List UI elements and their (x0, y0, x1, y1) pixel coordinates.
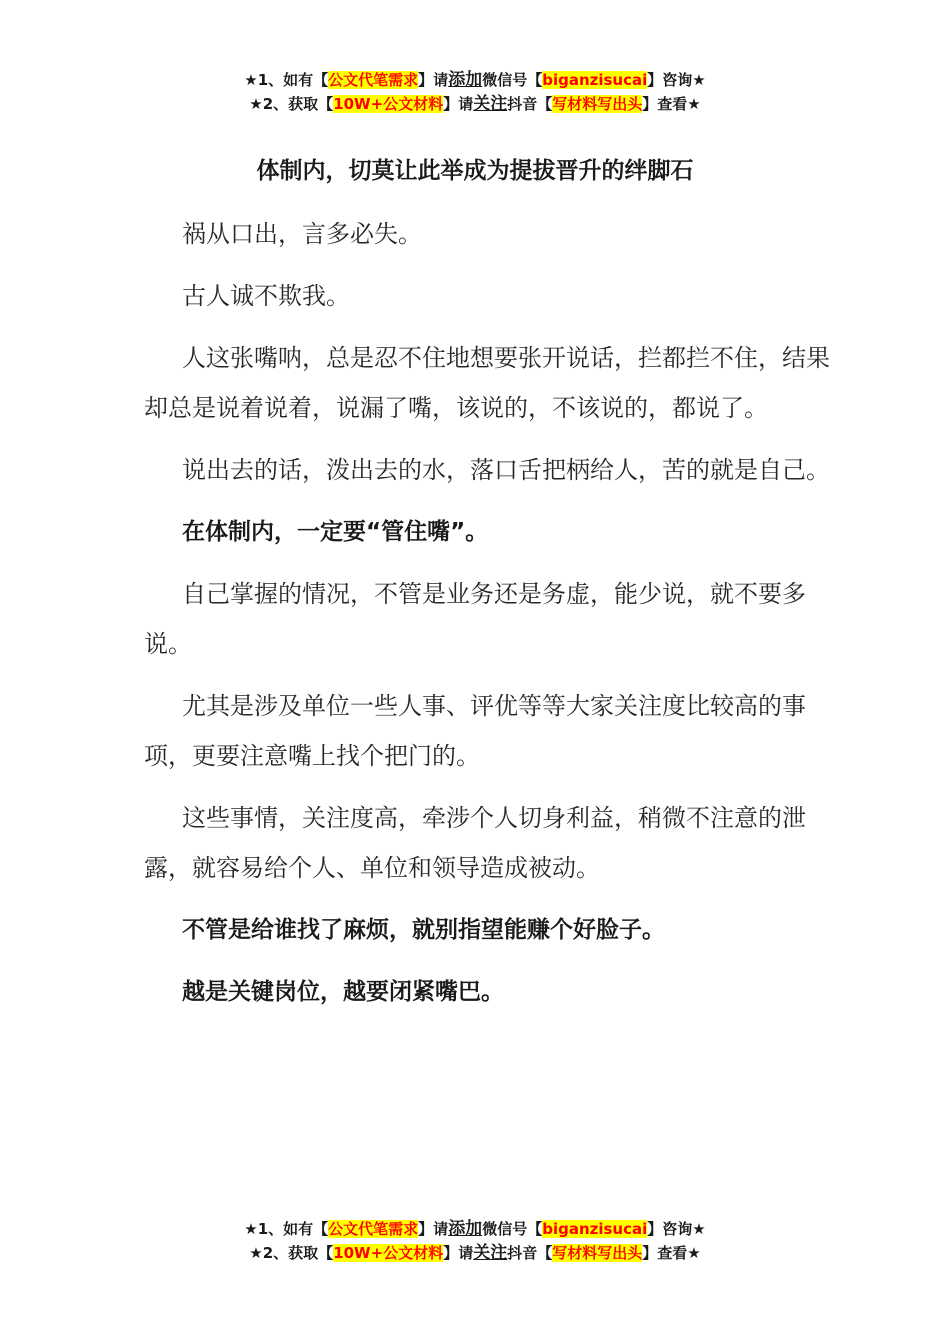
promo-line-2 (0, 1241, 950, 1265)
paragraph: 自己掌握的情况，不管是业务还是务虚，能少说，就不要多说。 (144, 580, 806, 658)
promo-text: 】请 (418, 1220, 449, 1238)
paragraph: 祸从口出，言多必失。 (182, 220, 422, 248)
promo-text: ★1、如有【 (244, 71, 329, 89)
promo-highlight-wechat-id: biganzisucai (542, 1220, 648, 1238)
promo-underline-follow: 关注 (473, 1243, 508, 1263)
paragraph-bold: 在体制内，一定要“管住嘴”。 (182, 519, 489, 545)
promo-text: 微信号【 (482, 1220, 543, 1238)
promo-text: 】查看★ (642, 95, 701, 113)
promo-text: 抖音【 (507, 95, 553, 113)
promo-text: ★1、如有【 (244, 1220, 329, 1238)
promo-highlight-douyin: 写材料写出头 (552, 95, 643, 113)
promo-text: 】咨询★ (647, 1220, 706, 1238)
promo-line-2 (0, 92, 950, 116)
promo-text: 】查看★ (642, 1244, 701, 1262)
promo-text: 】请 (418, 71, 449, 89)
paragraph: 古人诚不欺我。 (182, 282, 350, 310)
promo-footer (0, 1217, 950, 1265)
promo-underline-add: 添加 (448, 1219, 483, 1239)
promo-highlight-service: 公文代笔需求 (328, 71, 419, 89)
promo-line-1 (0, 1217, 950, 1241)
paragraph: 人这张嘴呐，总是忍不住地想要张开说话，拦都拦不住，结果却总是说着说着，说漏了嘴，该说的，不该说的，都说了。 (144, 344, 830, 422)
promo-text: 】咨询★ (647, 71, 706, 89)
paragraph: 尤其是涉及单位一些人事、评优等等大家关注度比较高的事项，更要注意嘴上找个把门的。 (144, 692, 806, 770)
promo-text: 抖音【 (507, 1244, 553, 1262)
promo-highlight-materials: 10W+公文材料 (333, 95, 444, 113)
promo-text: 微信号【 (482, 71, 543, 89)
promo-text: 】请 (443, 95, 474, 113)
paragraph-bold: 不管是给谁找了麻烦，就别指望能赚个好脸子。 (182, 917, 665, 943)
paragraph: 这些事情，关注度高，牵涉个人切身利益，稍微不注意的泄露，就容易给个人、单位和领导造成被动。 (144, 804, 806, 882)
promo-highlight-materials: 10W+公文材料 (333, 1244, 444, 1262)
promo-header (0, 68, 950, 116)
article-title: 体制内，切莫让此举成为提拔晋升的绊脚石 (256, 158, 694, 184)
promo-highlight-wechat-id: biganzisucai (542, 71, 648, 89)
promo-line-1 (0, 68, 950, 92)
article-body (144, 209, 834, 1029)
promo-highlight-douyin: 写材料写出头 (552, 1244, 643, 1262)
promo-text: 】请 (443, 1244, 474, 1262)
promo-highlight-service: 公文代笔需求 (328, 1220, 419, 1238)
promo-text: ★2、获取【 (249, 95, 334, 113)
promo-underline-add: 添加 (448, 70, 483, 90)
promo-text: ★2、获取【 (249, 1244, 334, 1262)
paragraph: 说出去的话，泼出去的水，落口舌把柄给人，苦的就是自己。 (182, 456, 830, 484)
paragraph-bold: 越是关键岗位，越要闭紧嘴巴。 (182, 979, 504, 1005)
promo-underline-follow: 关注 (473, 94, 508, 114)
